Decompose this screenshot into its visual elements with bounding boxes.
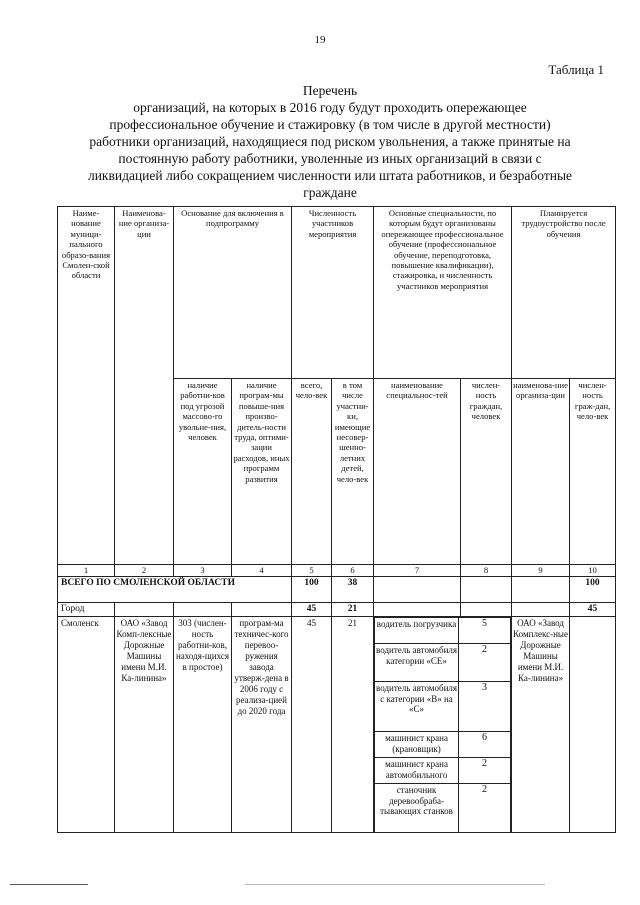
column-number: 6	[332, 565, 374, 577]
organization-row	[58, 617, 616, 833]
specialty-count: 5	[459, 618, 511, 644]
specialty-name: машинист крана автомобильного	[375, 758, 459, 784]
heading-line: ликвидацией либо сокращением численности или штата работников, и безработные	[87, 168, 573, 183]
header-total: всего, чело-век	[292, 379, 332, 565]
specialty-row	[375, 784, 511, 832]
total-with-children: 38	[332, 577, 374, 603]
header-basis: Основание для включения в подпрограмму	[174, 207, 292, 379]
organization-name: ОАО «Завод Комп-лексные Дорожные Машины имени М.И. Ка-линина»	[115, 617, 174, 833]
specialty-name: водитель погрузчика	[375, 618, 459, 644]
header-employer-name: наименова-ние организа-ции	[512, 379, 570, 565]
specialty-name: станочник деревообраба-тывающих станков	[375, 784, 459, 832]
empty-cell	[174, 603, 232, 617]
header-organization: Наименова-ние организа-ции	[115, 207, 174, 565]
header-with-children: в том числе участни-ки, имеющие несовер-шенно-летних детей, чело-век	[332, 379, 374, 565]
column-number-row	[58, 565, 616, 577]
org-participants: 45	[292, 617, 332, 833]
empty-cell	[461, 603, 512, 617]
footer-rule	[245, 884, 545, 885]
city-participants: 45	[292, 603, 332, 617]
total-participants: 100	[292, 577, 332, 603]
org-with-children: 21	[332, 617, 374, 833]
empty-cell	[570, 617, 616, 833]
organizations-table	[57, 206, 616, 833]
table-label: Таблица 1	[548, 62, 604, 77]
column-number: 2	[115, 565, 174, 577]
column-number: 4	[232, 565, 292, 577]
heading-line: организаций, на которых в 2016 году будут проходить опережающее	[133, 100, 527, 115]
specialties-cell	[374, 617, 512, 833]
column-number: 10	[570, 565, 616, 577]
header-specialty-name: наименование специальнос-тей	[374, 379, 461, 565]
municipality-name: Смоленск	[58, 617, 115, 833]
specialty-row	[375, 682, 511, 732]
header-participants: Численность участников мероприятия	[292, 207, 374, 379]
city-with-children: 21	[332, 603, 374, 617]
specialty-row	[375, 732, 511, 758]
column-number: 3	[174, 565, 232, 577]
specialty-name: водитель автомобиля категории «СЕ»	[375, 644, 459, 682]
total-row	[58, 577, 616, 603]
total-label: ВСЕГО ПО СМОЛЕНСКОЙ ОБЛАСТИ	[58, 577, 292, 603]
city-label: Город	[58, 603, 115, 617]
development-program: програм-ма техничес-кого перевоо-ружения завода утверж-дена в 2006 году с реализа-цией до 2020 года	[232, 617, 292, 833]
column-number: 1	[58, 565, 115, 577]
footer-rule	[10, 884, 88, 885]
specialty-count: 2	[459, 758, 511, 784]
header-employment: Планируется трудоустройство после обучения	[512, 207, 616, 379]
empty-cell	[374, 603, 461, 617]
empty-cell	[374, 577, 461, 603]
specialty-row	[375, 644, 511, 682]
empty-cell	[115, 603, 174, 617]
empty-cell	[232, 603, 292, 617]
document-heading	[50, 82, 610, 201]
heading-line: работники организаций, находящиеся под риском увольнения, а также принятые на	[89, 134, 571, 149]
heading-line: граждане	[303, 185, 357, 200]
specialty-count: 2	[459, 784, 511, 832]
header-specialties: Основные специальности, по которым будут организованы опережающее профессиональное обучение (профессиональное обучение, переподготовка, повышение квалификации), стажировка, и численность участников мероприятия	[374, 207, 512, 379]
specialty-row	[375, 758, 511, 784]
employer-name: ОАО «Завод Комплекс-ные Дорожные Машины имени М.И. Ка-линина»	[512, 617, 570, 833]
column-number: 5	[292, 565, 332, 577]
header-employed-count: числен-ность граж-дан, чело-век	[570, 379, 616, 565]
header-row-main	[58, 207, 616, 379]
specialty-count: 6	[459, 732, 511, 758]
specialty-row	[375, 618, 511, 644]
city-row	[58, 603, 616, 617]
column-number: 9	[512, 565, 570, 577]
at-risk-workers: 303 (числен-ность работни-ков, находя-щихся в простое)	[174, 617, 232, 833]
empty-cell	[512, 603, 570, 617]
specialty-count: 3	[459, 682, 511, 732]
column-number: 8	[461, 565, 512, 577]
empty-cell	[512, 577, 570, 603]
heading-line: профессиональное обучение и стажировку (в том числе в другой местности)	[109, 117, 551, 132]
empty-cell	[461, 577, 512, 603]
column-number: 7	[374, 565, 461, 577]
header-program: наличие програм-мы повыше-ния произво-дитель-ности труда, оптими-зации расходов, иных программ развития	[232, 379, 292, 565]
city-employed: 45	[570, 603, 616, 617]
heading-line: Перечень	[302, 83, 358, 98]
header-specialty-count: числен-ность граждан, человек	[461, 379, 512, 565]
specialties-list	[374, 617, 511, 832]
specialty-count: 2	[459, 644, 511, 682]
header-municipality: Наиме-нование муници-пального образо-вания Смолен-ской области	[58, 207, 115, 565]
total-employed: 100	[570, 577, 616, 603]
header-at-risk: наличие работни-ков под угрозой массово-го увольне-ния, человек	[174, 379, 232, 565]
specialty-name: машинист крана (крановщик)	[375, 732, 459, 758]
page-number: 19	[314, 34, 326, 46]
heading-line: постоянную работу работники, уволенные из иных организаций в связи с	[118, 151, 542, 166]
specialty-name: водитель автомобиля с категории «В» на «С»	[375, 682, 459, 732]
